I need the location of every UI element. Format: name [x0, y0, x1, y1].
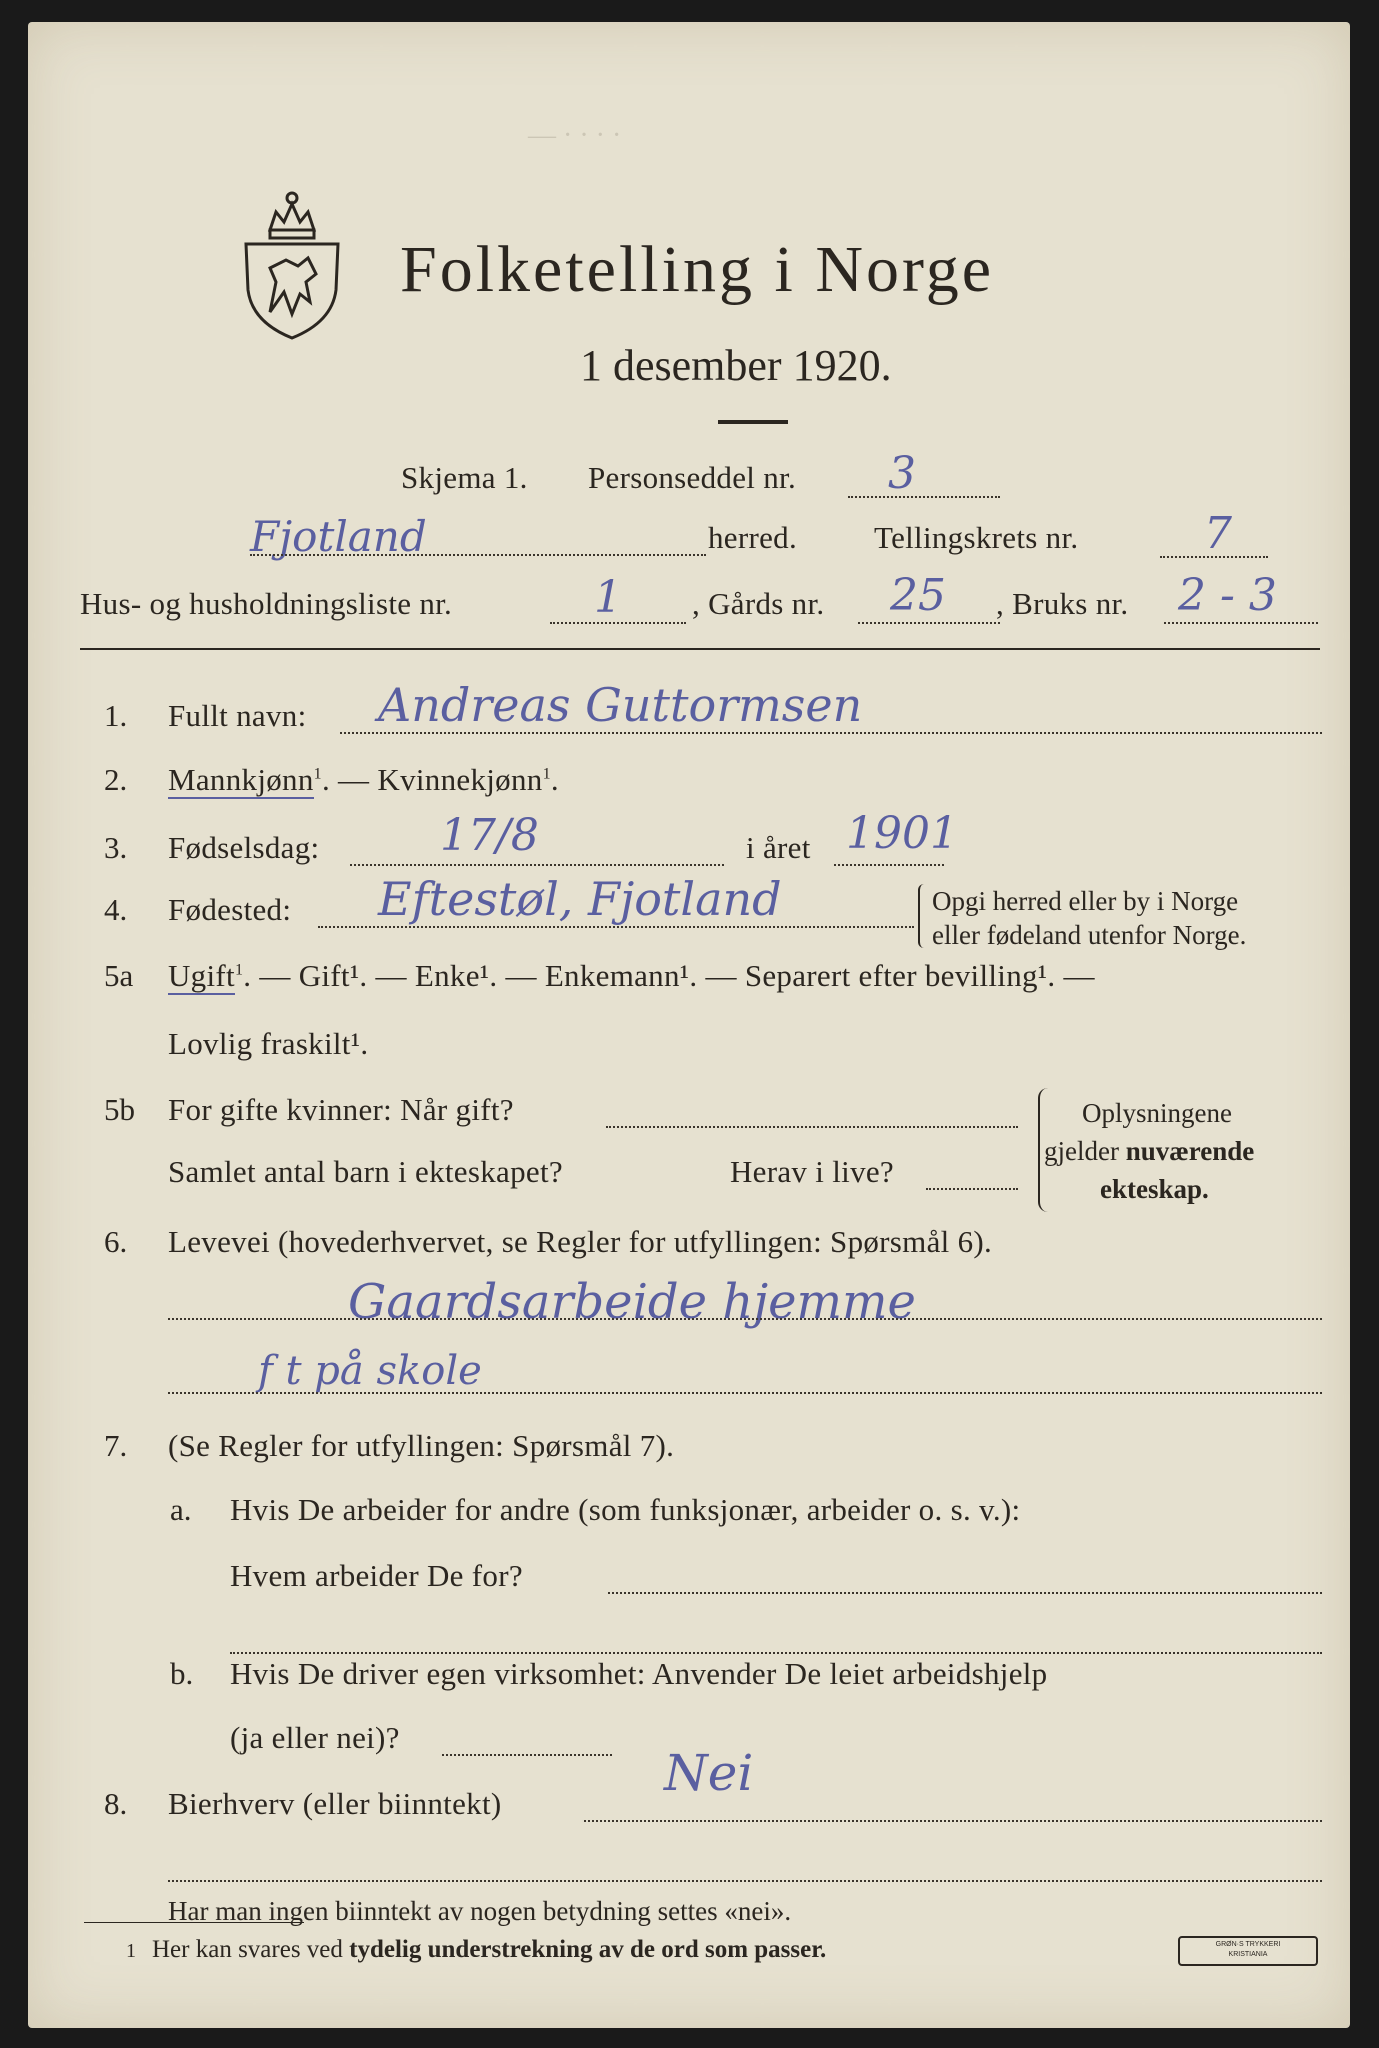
q4-label: Fødested:: [168, 892, 292, 927]
hus-label: Hus- og husholdningsliste nr.: [80, 586, 453, 621]
bruks-label: , Bruks nr.: [996, 586, 1129, 621]
q8-label: Bierhverv (eller biinntekt): [168, 1786, 502, 1821]
gards-label: , Gårds nr.: [692, 586, 825, 621]
q7a-answer-line2: [230, 1652, 1322, 1654]
footnote-text: Her kan svares ved tydelig understrekning av de ord som passer.: [152, 1936, 827, 1963]
footnote-divider: [84, 1922, 304, 1923]
q7-label: (Se Regler for utfyllingen: Spørsmål 7).: [168, 1428, 675, 1463]
skjema-label: Skjema 1.: [401, 460, 528, 495]
q5a-options: Ugift$^1$. — Gift¹. — Enke¹. — Enkemann¹. — Separert efter bevilling¹. —: [168, 958, 1095, 993]
q8-line1: [584, 1820, 1322, 1822]
q4-value: Eftestøl, Fjotland: [378, 872, 782, 926]
hus-value: 1: [594, 572, 622, 623]
gards-line: [858, 622, 1000, 624]
q1-line: [340, 732, 1322, 734]
gards-value: 25: [890, 570, 946, 621]
q5b-note2: gjelder nuværende: [1044, 1136, 1255, 1166]
q7b-number: b.: [170, 1656, 194, 1691]
q3-value: 17/8: [440, 810, 539, 861]
q8-line2: [168, 1880, 1322, 1882]
footnote-number: 1: [126, 1940, 136, 1962]
q5b-label: For gifte kvinner: Når gift?: [168, 1092, 514, 1127]
q5a-ugift-option: Ugift: [168, 958, 235, 993]
q3-year-label: i året: [746, 830, 811, 865]
q4-note-line1: Opgi herred eller by i Norge: [932, 886, 1239, 916]
q3-year-line: [834, 864, 944, 866]
q7b-line2: (ja eller nei)?: [230, 1720, 400, 1755]
herred-line: [250, 554, 706, 556]
tellingskrets-label: Tellingskrets nr.: [874, 520, 1079, 555]
q3-year-value: 1901: [846, 808, 958, 859]
form-date: 1 desember 1920.: [580, 341, 892, 390]
q2-options: Mannkjønn$^1$. — Kvinnekjønn$^1$.: [168, 762, 559, 797]
q3-number: 3.: [104, 830, 128, 865]
q5b-line2b-dots: [926, 1188, 1018, 1190]
personseddel-value: 3: [888, 448, 916, 499]
q5b-line2a: Samlet antal barn i ekteskapet?: [168, 1154, 563, 1189]
q5a-number: 5a: [104, 958, 134, 993]
q5a-line2: Lovlig fraskilt¹.: [168, 1026, 369, 1061]
printer-stamp: GRØN·S TRYKKERI KRISTIANIA: [1178, 1936, 1318, 1966]
tellingskrets-value: 7: [1204, 508, 1232, 559]
bruks-value: 2 - 3: [1178, 570, 1277, 621]
personseddel-label: Personseddel nr.: [588, 460, 796, 495]
header-divider: [80, 648, 1320, 650]
q7a-number: a.: [170, 1492, 192, 1527]
q7b-label: Hvis De driver egen virksomhet: Anvender De leiet arbeidshjelp: [230, 1656, 1048, 1691]
q6-number: 6.: [104, 1224, 128, 1259]
q6-label: Levevei (hovederhvervet, se Regler for utfyllingen: Spørsmål 6).: [168, 1224, 993, 1259]
title-divider: [718, 420, 788, 424]
herred-label: herred.: [708, 520, 798, 555]
q7a-answer-line1: [608, 1592, 1322, 1594]
q4-note-line2: eller fødeland utenfor Norge.: [932, 920, 1247, 950]
q5b-line2b: Herav i live?: [730, 1154, 894, 1189]
q1-value: Andreas Guttormsen: [378, 678, 863, 732]
q5b-note1: Oplysningene: [1082, 1098, 1232, 1128]
q2-male-option: Mannkjønn: [168, 762, 314, 797]
q6-line2: [168, 1392, 1322, 1394]
norway-coat-of-arms-icon: [236, 182, 348, 342]
q7b-answer-line: [442, 1754, 612, 1756]
herred-value: Fjotland: [250, 512, 427, 561]
q7a-line2: Hvem arbeider De for?: [230, 1558, 523, 1593]
q6-value1: Gaardsarbeide hjemme: [348, 1274, 916, 1330]
q2-number: 2.: [104, 762, 128, 797]
q5b-note3: ekteskap.: [1100, 1174, 1209, 1204]
q1-label: Fullt navn:: [168, 698, 307, 733]
q5b-number: 5b: [104, 1092, 135, 1127]
q8-number: 8.: [104, 1786, 128, 1821]
q7a-label: Hvis De arbeider for andre (som funksjonær, arbeider o. s. v.):: [230, 1492, 1021, 1527]
bruks-line: [1164, 622, 1318, 624]
q4-line: [318, 926, 914, 928]
q8-note: Har man ingen biinntekt av nogen betydning settes «nei».: [168, 1896, 792, 1926]
bleed-through-text: — · · · ·: [528, 120, 622, 151]
q3-day-line: [350, 864, 724, 866]
census-form-page: [28, 22, 1350, 2028]
q6-value2: f t på skole: [258, 1348, 482, 1394]
q1-number: 1.: [104, 698, 128, 733]
form-title: Folketelling i Norge: [400, 233, 995, 306]
q8-value: Nei: [664, 1744, 754, 1802]
q6-line1: [168, 1318, 1322, 1320]
q2-female-option: Kvinnekjønn: [377, 762, 543, 797]
q3-label: Fødselsdag:: [168, 830, 320, 865]
q7-number: 7.: [104, 1428, 128, 1463]
q4-number: 4.: [104, 892, 128, 927]
q5b-line1: [606, 1126, 1018, 1128]
personseddel-line: [848, 496, 1000, 498]
q4-note-bracket: [918, 884, 928, 948]
